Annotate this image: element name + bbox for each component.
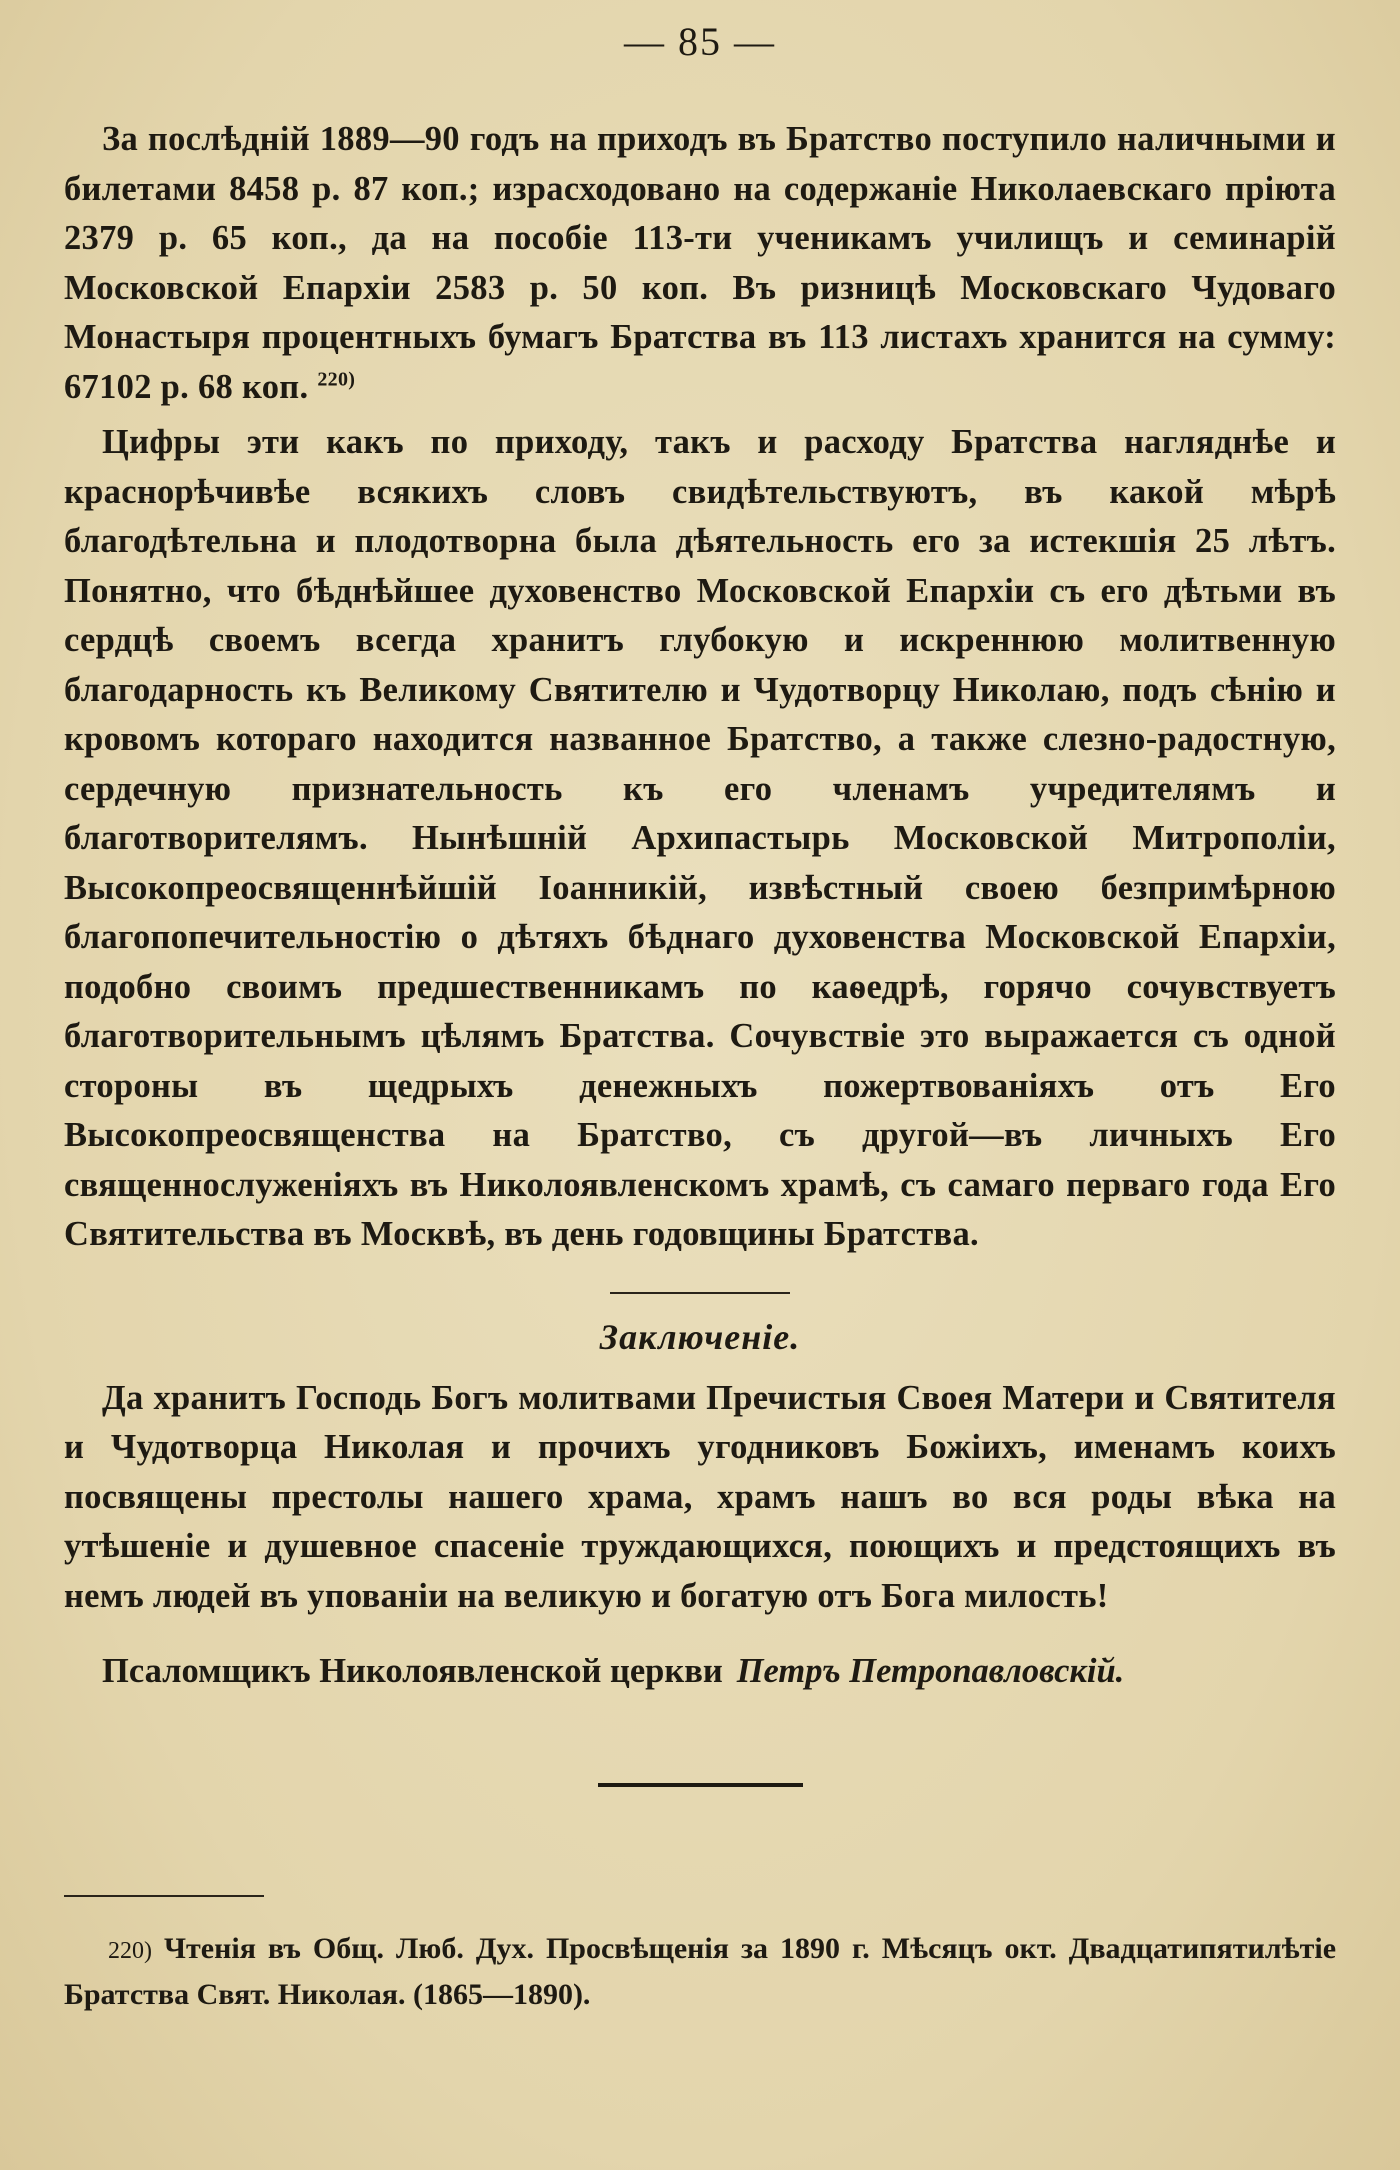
signature-name: Петръ Петропавловскій. xyxy=(736,1652,1125,1690)
signature xyxy=(64,1647,1336,1697)
footnote xyxy=(64,1927,1336,2017)
section-divider xyxy=(610,1292,790,1294)
footnote-reference[interactable]: 220) xyxy=(317,368,356,390)
signature-role: Псаломщикъ Николоявленской церкви xyxy=(102,1652,723,1690)
section-heading: Заключеніе. xyxy=(599,1316,801,1357)
paragraph-conclusion: Да хранитъ Господь Богъ молитвами Пречистыя Своея Матери и Святителя и Чудотворца Николая и прочихъ угодниковъ Божіихъ, именамъ коихъ посвящены престолы нашего храма, храмъ нашъ во вся роды вѣка на утѣшеніе и душевное спасеніе труждающихся, поющихъ и предстоящихъ въ немъ людей въ упованіи на великую и богатую отъ Бога милость! xyxy=(64,1378,1336,1615)
paragraph-text: За послѣдній 1889—90 годъ на приходъ въ Братство поступило наличными и билетами 8458 р. 87 коп.; израсходовано на содержаніе Николаевскаго пріюта 2379 р. 65 коп., да на пособіе 113-ти ученикамъ училищъ и семинарій Московской Епархіи 2583 р. 50 коп. Въ ризницѣ Московскаго Чудоваго Монастыря процентныхъ бумагъ Братства въ 113 листахъ хранится на сумму: 67102 р. 68 коп. xyxy=(64,120,1336,406)
end-rule xyxy=(598,1783,803,1787)
paragraph-income xyxy=(64,115,1336,412)
footnote-mark: 220) xyxy=(108,1937,152,1964)
page-number: — 85 — xyxy=(624,19,776,64)
paragraph-gratitude: Цифры эти какъ по приходу, такъ и расходу Братства нагляднѣе и краснорѣчивѣе всякихъ словъ свидѣтельствуютъ, въ какой мѣрѣ благодѣтельна и плодотворна была дѣятельность его за истекшія 25 лѣтъ. Понятно, что бѣднѣйшее духовенство Московской Епархіи съ его дѣтьми въ сердцѣ своемъ всегда хранитъ глубокую и искреннюю молитвенную благодарность къ Великому Святителю и Чудотворцу Николаю, подъ сѣнію и кровомъ котораго находится названное Братство, а также слезно-радостную, сердечную признательность къ его членамъ учредителямъ и благотворителямъ. Нынѣшній Архипастырь Московской Митрополіи, Высокопреосвященнѣйшій Іоанникій, извѣстный своею безпримѣрною благопопечительностію о дѣтяхъ бѣднаго духовенства Московской Епархіи, подобно своимъ предшественникамъ по каѳедрѣ, горячо сочувствуетъ благотворительнымъ цѣлямъ Братства. Сочувствіе это выражается съ одной стороны въ щедрыхъ денежныхъ пожертвованіяхъ отъ Его Высокопреосвященства на Братство, съ другой—въ личныхъ Его священнослуженіяхъ въ Николоявленскомъ храмѣ, съ самаго перваго года Его Святительства въ Москвѣ, въ день годовщины Братства. xyxy=(64,423,1336,1253)
footnote-text: Чтенія въ Общ. Люб. Дух. Просвѣщенія за 1890 г. Мѣсяцъ окт. Двадцатипятилѣтіе Братства Свят. Николая. (1865—1890). xyxy=(64,1931,1337,2011)
footnote-rule xyxy=(64,1895,264,1897)
